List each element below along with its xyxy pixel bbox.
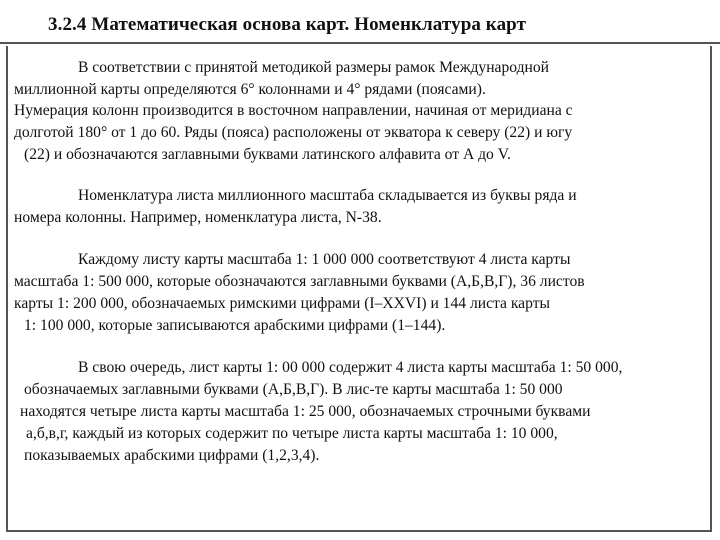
text-line: В свою очередь, лист карты 1: 00 000 содержит 4 листа карты масштаба 1: 50 000, [78,359,623,376]
text-line: (22) и обозначаются заглавными буквами латинского алфавита от А до V. [24,146,511,163]
text-line: Номенклатура листа миллионного масштаба складывается из буквы ряда и [78,187,577,204]
page-title: 3.2.4 Математическая основа карт. Номенклатура карт [48,14,527,35]
text-line: масштаба 1: 500 000, которые обозначаются заглавными буквами (А,Б,В,Г), 36 листов [14,273,585,290]
text-line: В соответствии с принятой методикой размеры рамок Международной [78,59,550,76]
title-bar [0,0,720,44]
text-line: 1: 100 000, которые записываются арабскими цифрами (1–144). [24,317,446,334]
text-line: находятся четыре листа карты масштаба 1: 25 000, обозначаемых строчными буквами [20,403,591,420]
text-line: а,б,в,г, каждый из которых содержит по четыре листа карты масштаба 1: 10 000, [26,425,558,442]
text-line: Каждому листу карты масштаба 1: 1 000 000 соответствуют 4 листа карты [78,251,571,268]
text-line: долготой 180° от 1 до 60. Ряды (пояса) расположены от экватора к северу (22) и югу [14,124,573,141]
text-line: обозначаемых заглавными буквами (А,Б,В,Г). В лис-те карты масштаба 1: 50 000 [24,381,563,398]
text-line: карты 1: 200 000, обозначаемых римскими цифрами (I–XXVI) и 144 листа карты [14,295,550,312]
text-line: показываемых арабскими цифрами (1,2,3,4). [24,447,320,464]
text-line: миллионной карты определяются 6° колоннами и 4° рядами (поясами). [14,81,486,98]
text-line: Нумерация колонн производится в восточном направлении, начиная от меридиана с [14,102,573,119]
text-line: номера колонны. Например, номенклатура листа, N-38. [14,209,382,226]
